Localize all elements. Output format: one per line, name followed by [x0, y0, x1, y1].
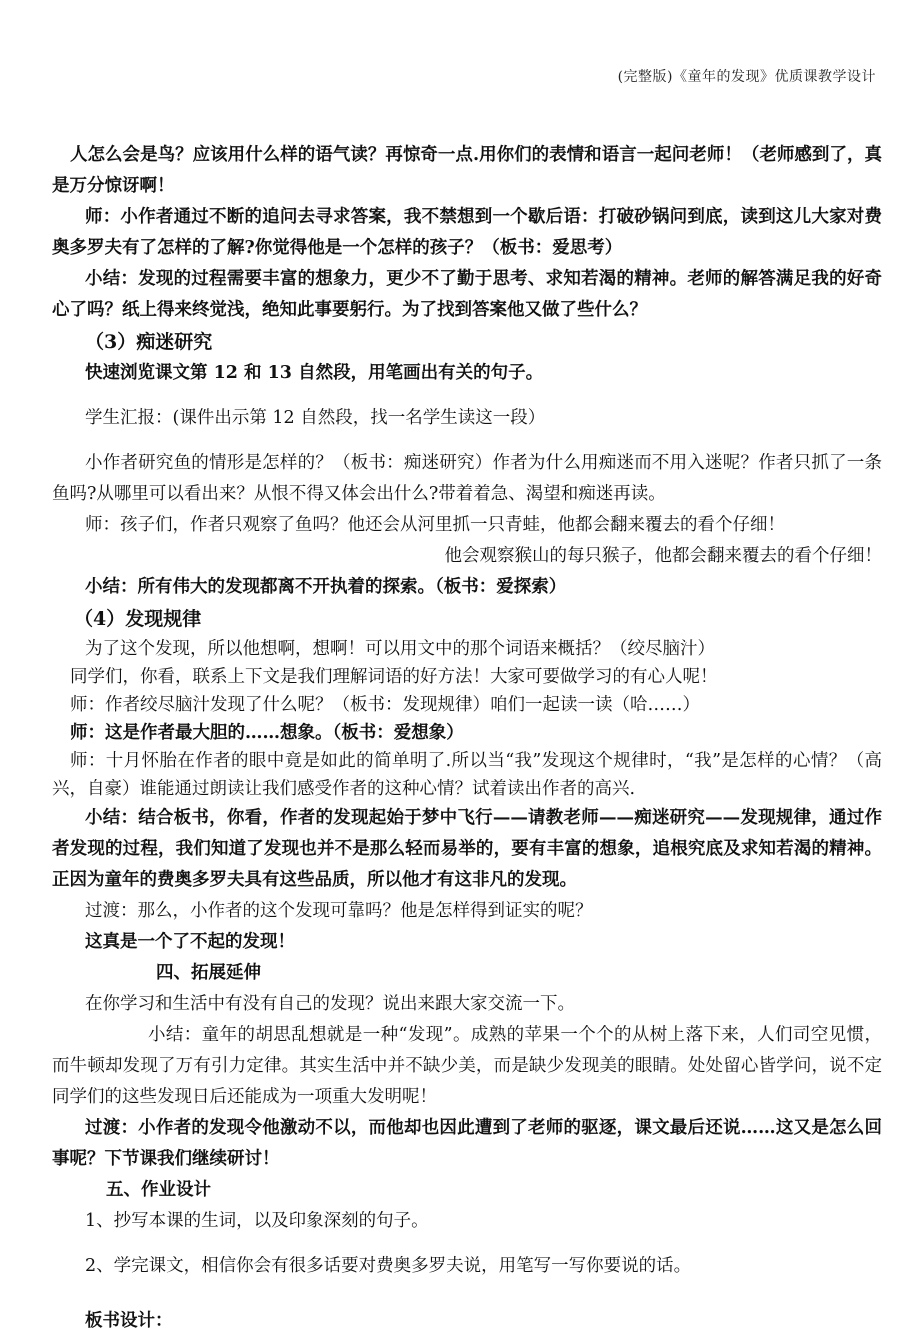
document-body — [52, 140, 882, 1337]
paragraph-11: 同学们，你看，联系上下文是我们理解词语的好方法！大家可要做学习的有心人呢！ — [70, 667, 718, 687]
section-heading-4: （4）发现规律 — [74, 608, 202, 630]
paragraph-1: 人怎么会是鸟？应该用什么样的语气读？再惊奇一点.用你们的表情和语言一起问老师！（老师感到了，真是万分惊讶啊！ — [52, 145, 882, 196]
paragraph-5: 学生汇报：(课件出示第 12 自然段，找一名学生读这一段） — [85, 408, 546, 428]
paragraph-12: 师：作者绞尽脑汁发现了什么呢？（板书：发现规律）咱们一起读一读（哈……） — [70, 695, 700, 715]
board-design-label: 板书设计： — [85, 1311, 173, 1331]
paragraph-7: 师：孩子们，作者只观察了鱼吗？他还会从河里抓一只青蛙，他都会翻来覆去的看个仔细！ — [85, 515, 785, 535]
paragraph-18: 在你学习和生活中有没有自己的发现？说出来跟大家交流一下。 — [85, 994, 575, 1014]
paragraph-13: 师：这是作者最大胆的……想象。（板书：爱想象） — [70, 723, 464, 743]
paragraph-16: 过渡：那么，小作者的这个发现可靠吗？他是怎样得到证实的呢？ — [85, 901, 593, 921]
paragraph-17: 这真是一个了不起的发现！ — [85, 932, 295, 952]
paragraph-14: 师：十月怀胎在作者的眼中竟是如此的简单明了.所以当“我”发现这个规律时，“我”是怎样的心情？（高兴，自豪）谁能通过朗读让我们感受作者的这种心情？试着读出作者的高兴. — [52, 751, 882, 799]
paragraph-10: 为了这个发现，所以他想啊，想啊！可以用文中的那个词语来概括？（绞尽脑汁） — [85, 639, 715, 659]
paragraph-20: 过渡：小作者的发现令他激动不以，而他却也因此遭到了老师的驱逐，课文最后还说……这又是怎么回事呢？下节课我们继续研讨！ — [52, 1118, 882, 1169]
section-heading-homework: 五、作业设计 — [106, 1180, 211, 1200]
paragraph-3: 小结：发现的过程需要丰富的想象力，更少不了勤于思考、求知若渴的精神。老师的解答满足我的好奇心了吗？纸上得来终觉浅，绝知此事要躬行。为了找到答案他又做了些什么？ — [52, 269, 882, 320]
paragraph-19: 小结：童年的胡思乱想就是一种“发现”。成熟的苹果一个个的从树上落下来，人们司空见惯，而牛顿却发现了万有引力定律。其实生活中并不缺少美，而是缺少发现美的眼睛。处处留心皆学问，说不定同学们的这些发现日后还能成为一项重大发明呢！ — [52, 1025, 882, 1107]
paragraph-4: 快速浏览课文第 12 和 13 自然段，用笔画出有关的句子。 — [85, 363, 544, 383]
paragraph-6: 小作者研究鱼的情形是怎样的？（板书：痴迷研究）作者为什么用痴迷而不用入迷呢？作者只抓了一条鱼吗?从哪里可以看出来？从恨不得又体会出什么?带着着急、渴望和痴迷再读。 — [52, 453, 882, 504]
section-heading-3: （3）痴迷研究 — [85, 331, 213, 353]
section-heading-extension: 四、拓展延伸 — [156, 963, 261, 983]
homework-item-2: 2、学完课文，相信你会有很多话要对费奥多罗夫说，用笔写一写你要说的话。 — [85, 1256, 692, 1276]
paragraph-8: 他会观察猴山的每只猴子，他都会翻来覆去的看个仔细！ — [444, 546, 882, 566]
paragraph-15: 小结：结合板书，你看，作者的发现起始于梦中飞行——请教老师——痴迷研究——发现规律，通过作者发现的过程，我们知道了发现也并不是那么轻而易举的，要有丰富的想象，追根究底及求知若渴的精神。正因为童年的费奥多罗夫具有这些品质，所以他才有这非凡的发现。 — [52, 808, 882, 890]
paragraph-2: 师：小作者通过不断的追问去寻求答案，我不禁想到一个歇后语：打破砂锅问到底，读到这儿大家对费奥多罗夫有了怎样的了解?你觉得他是一个怎样的孩子？（板书：爱思考） — [52, 207, 882, 258]
document-header-title: (完整版)《童年的发现》优质课教学设计 — [617, 69, 876, 85]
paragraph-9: 小结：所有伟大的发现都离不开执着的探索。（板书：爱探索） — [85, 577, 567, 597]
homework-item-1: 1、抄写本课的生词，以及印象深刻的句子。 — [85, 1211, 429, 1231]
